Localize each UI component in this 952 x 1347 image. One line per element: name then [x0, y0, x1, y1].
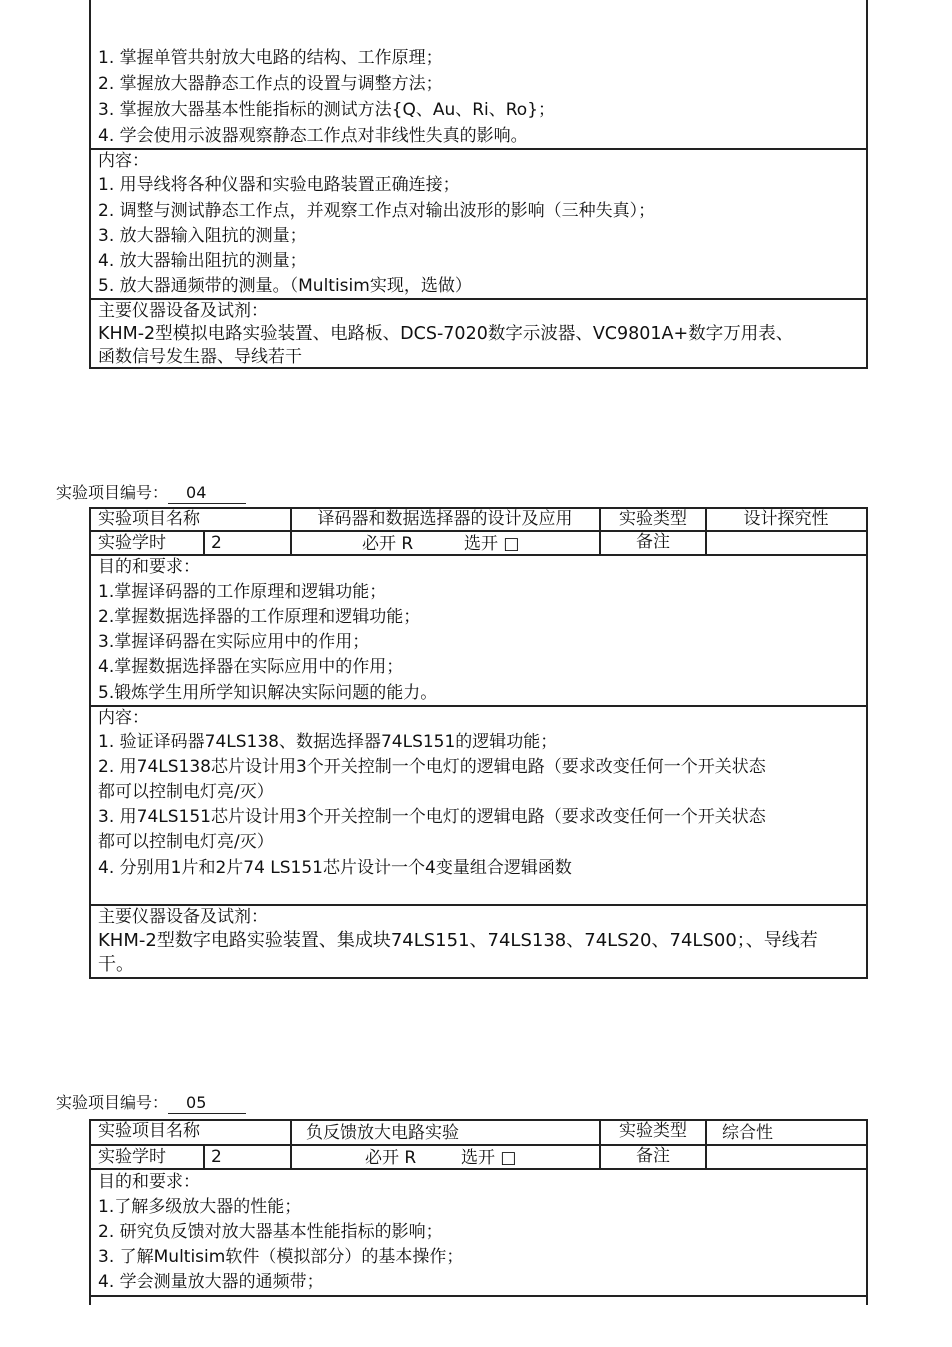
equipment-line: 干。 — [98, 954, 134, 975]
content-line: 都可以控制电灯亮/灭） — [98, 782, 274, 802]
row-divider — [89, 1144, 868, 1146]
objective-line: 3. 了解Multisim软件（模拟部分）的基本操作； — [98, 1247, 464, 1267]
table-border-bottom — [89, 367, 868, 369]
col-divider — [203, 1144, 205, 1169]
row-divider — [89, 530, 868, 532]
project-type: 设计探究性 — [743, 509, 829, 529]
optional-checkbox: 选开 □ — [464, 534, 520, 554]
table-border-left — [89, 507, 91, 978]
remarks-label: 备注 — [636, 532, 670, 552]
objective-line: 4. 学会使用示波器观察静态工作点对非线性失真的影响。 — [98, 126, 528, 146]
col-divider — [705, 1119, 707, 1169]
table-border-bottom — [89, 977, 868, 979]
objective-line: 3.掌握译码器在实际应用中的作用； — [98, 632, 370, 652]
row-divider — [89, 148, 868, 150]
row-divider — [89, 1295, 868, 1297]
objective-line: 1. 掌握单管共射放大电路的结构、工作原理； — [98, 48, 443, 68]
content-label: 内容： — [98, 708, 149, 728]
content-label: 内容： — [98, 151, 149, 171]
objective-line: 2.掌握数据选择器的工作原理和逻辑功能； — [98, 607, 421, 627]
table-border-left — [89, 1119, 91, 1305]
content-line: 3. 用74LS151芯片设计用3个开关控制一个电灯的逻辑电路（要求改变任何一个开关状态 — [98, 807, 766, 827]
equipment-line: KHM-2型数字电路实验装置、集成块74LS151、74LS138、74LS20、74LS00；、导线若 — [98, 930, 818, 951]
content-line: 4. 分别用1片和2片74 LS151芯片设计一个4变量组合逻辑函数 — [98, 858, 572, 878]
col-divider — [203, 530, 205, 555]
content-line: 2. 调整与测试静态工作点，并观察工作点对输出波形的影响（三种失真）； — [98, 201, 656, 221]
equipment-line: KHM-2型模拟电路实验装置、电路板、DCS-7020数字示波器、VC9801A+数字万用表、 — [98, 324, 794, 344]
hours-label: 实验学时 — [98, 1147, 166, 1167]
table-border-right — [866, 1119, 868, 1305]
objectives-label: 目的和要求： — [98, 1172, 200, 1192]
remarks-label: 备注 — [636, 1146, 670, 1166]
content-line: 1. 用导线将各种仪器和实验电路装置正确连接； — [98, 175, 460, 195]
col-divider — [290, 1119, 292, 1169]
project-type: 综合性 — [722, 1123, 773, 1143]
required-flag: 必开 R — [365, 1148, 417, 1168]
project-number-label: 实验项目编号： 05 — [56, 1093, 246, 1114]
project-name: 负反馈放大电路实验 — [306, 1123, 459, 1143]
objectives-label: 目的和要求： — [98, 557, 200, 577]
content-line: 4. 放大器输出阻抗的测量； — [98, 251, 307, 271]
objective-line: 4. 学会测量放大器的通频带； — [98, 1272, 324, 1292]
type-label: 实验类型 — [619, 509, 687, 529]
objective-line: 2. 掌握放大器静态工作点的设置与调整方法； — [98, 74, 443, 94]
type-label: 实验类型 — [619, 1121, 687, 1141]
objective-line: 5.锻炼学生用所学知识解决实际问题的能力。 — [98, 683, 438, 703]
name-label: 实验项目名称 — [98, 1121, 200, 1141]
content-line: 1. 验证译码器74LS138、数据选择器74LS151的逻辑功能； — [98, 732, 558, 752]
content-line: 2. 用74LS138芯片设计用3个开关控制一个电灯的逻辑电路（要求改变任何一个开关状态 — [98, 757, 766, 777]
equipment-line: 函数信号发生器、导线若干 — [98, 347, 302, 367]
required-flag: 必开 R — [362, 534, 414, 554]
table-border-right — [866, 507, 868, 978]
project-number: 05 — [168, 1093, 246, 1114]
project-number: 04 — [168, 483, 246, 504]
name-label: 实验项目名称 — [98, 509, 200, 529]
project-name: 译码器和数据选择器的设计及应用 — [317, 509, 573, 529]
table-border-right — [866, 0, 868, 368]
equipment-label: 主要仪器设备及试剂： — [98, 301, 268, 321]
table-border-top — [89, 1119, 868, 1121]
objective-line: 3. 掌握放大器基本性能指标的测试方法{Q、Au、Ri、Ro}； — [98, 100, 556, 120]
equipment-label: 主要仪器设备及试剂： — [98, 907, 268, 927]
content-line: 3. 放大器输入阻抗的测量； — [98, 226, 307, 246]
hours-value: 2 — [211, 533, 222, 553]
objective-line: 4.掌握数据选择器在实际应用中的作用； — [98, 657, 404, 677]
content-line: 5. 放大器通频带的测量。（Multisim实现，选做） — [98, 276, 472, 296]
objective-line: 1.掌握译码器的工作原理和逻辑功能； — [98, 582, 387, 602]
project-number-label: 实验项目编号： 04 — [56, 483, 246, 504]
objective-line: 2. 研究负反馈对放大器基本性能指标的影响； — [98, 1222, 443, 1242]
optional-checkbox: 选开 □ — [461, 1148, 517, 1168]
hours-label: 实验学时 — [98, 533, 166, 553]
row-divider — [89, 705, 868, 707]
table-border-left — [89, 0, 91, 368]
objective-line: 1.了解多级放大器的性能； — [98, 1197, 302, 1217]
content-line: 都可以控制电灯亮/灭） — [98, 832, 274, 852]
hours-value: 2 — [211, 1147, 222, 1167]
